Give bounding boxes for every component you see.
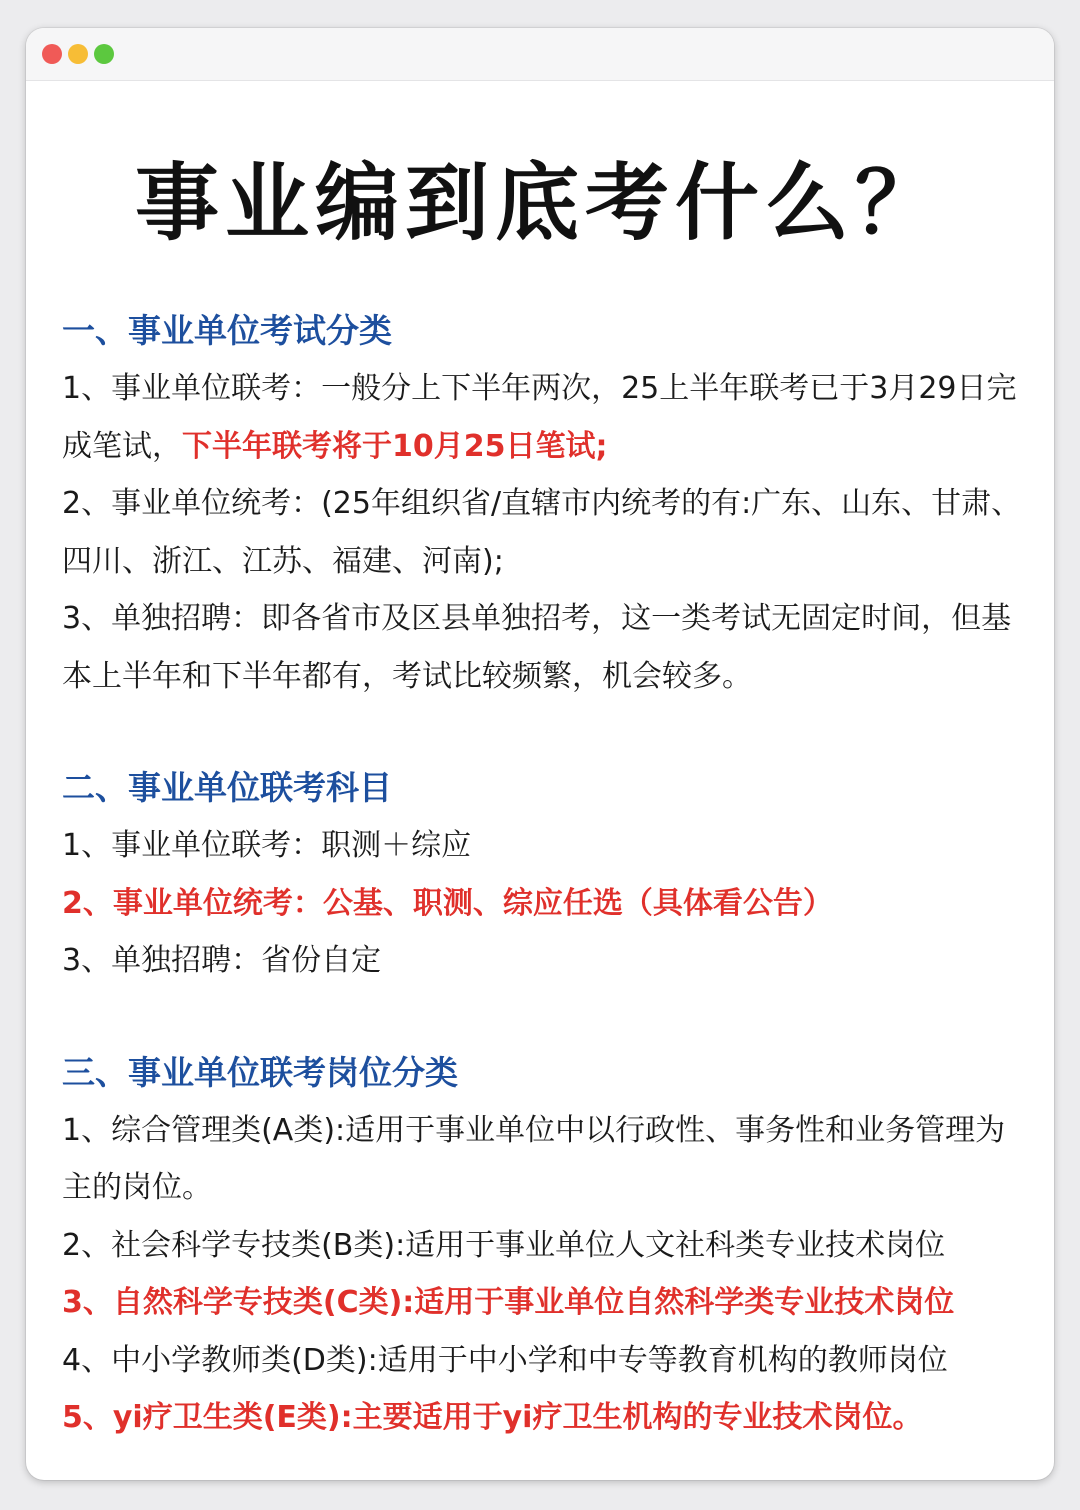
page-title: 事业编到底考什么？ xyxy=(134,154,945,252)
section-exam-types xyxy=(62,302,1022,705)
section-exam-subjects xyxy=(62,759,1022,990)
article-body xyxy=(62,302,1022,1480)
list-item-highlight: 2、事业单位统考：公基、职测、综应任选（具体看公告） xyxy=(62,885,833,921)
section-heading: 三、事业单位联考岗位分类 xyxy=(62,1052,458,1092)
list-item: 3、单独招聘：省份自定 xyxy=(62,943,382,978)
list-item xyxy=(62,360,1022,475)
item-text: 1、事业单位联考：一般分上下半年两次，25上半年联考已于3月29日完成笔试， xyxy=(62,371,1017,464)
browser-window xyxy=(26,28,1054,1480)
list-item: 2、事业单位统考：(25年组织省/直辖市内统考的有:广东、山东、甘肃、四川、浙江、江苏、福建、河南); xyxy=(62,486,1022,579)
list-item: 1、综合管理类(A类):适用于事业单位中以行政性、事务性和业务管理为主的岗位。 xyxy=(62,1112,1006,1205)
close-window-button[interactable] xyxy=(42,44,62,64)
maximize-window-button[interactable] xyxy=(94,44,114,64)
list-item: 3、单独招聘：即各省市及区县单独招考，这一类考试无固定时间，但基本上半年和下半年都有，考试比较频繁，机会较多。 xyxy=(62,601,1012,694)
list-item-highlight: 3、自然科学专技类(C类):适用于事业单位自然科学类专业技术岗位 xyxy=(62,1285,955,1320)
list-item: 4、中小学教师类(D类):适用于中小学和中专等教育机构的教师岗位 xyxy=(62,1342,948,1378)
item-highlight: 下半年联考将于10月25日笔试; xyxy=(182,428,608,464)
list-item: 2、社会科学专技类(B类):适用于事业单位人文社科类专业技术岗位 xyxy=(62,1227,946,1263)
minimize-window-button[interactable] xyxy=(68,44,88,64)
list-item-highlight: 5、yi疗卫生类(E类):主要适用于yi疗卫生机构的专业技术岗位。 xyxy=(62,1400,923,1435)
window-titlebar xyxy=(26,28,1054,81)
section-position-types xyxy=(62,1044,1022,1447)
section-heading: 二、事业单位联考科目 xyxy=(62,768,392,807)
list-item: 1、事业单位联考：职测＋综应 xyxy=(62,828,472,863)
section-heading: 一、事业单位考试分类 xyxy=(62,311,392,350)
